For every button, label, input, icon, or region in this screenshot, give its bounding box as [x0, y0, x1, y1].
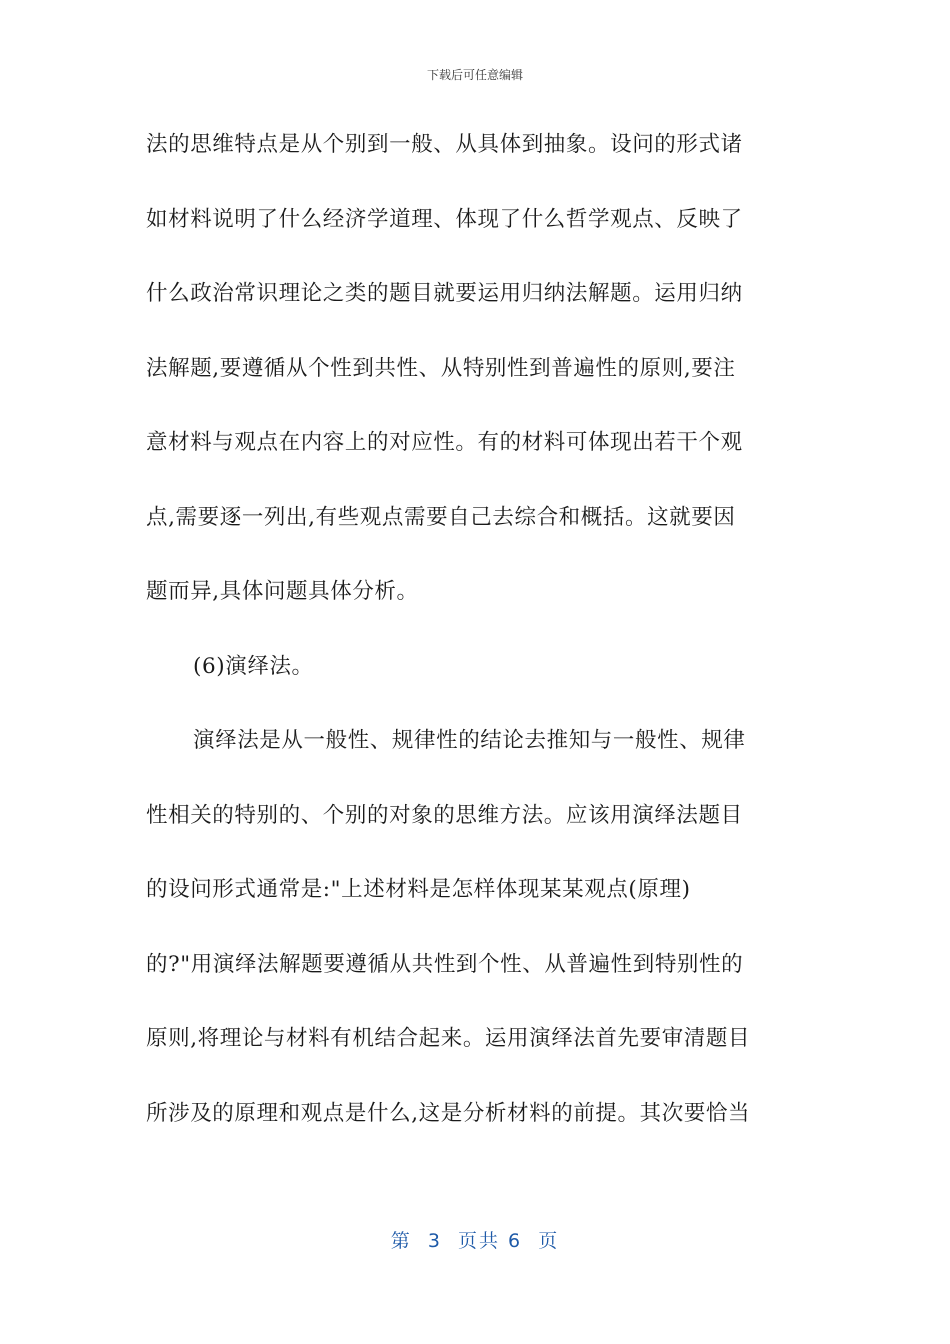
text-line: 如材料说明了什么经济学道理、体现了什么哲学观点、反映了: [146, 206, 743, 232]
text-line: 的设问形式通常是:"上述材料是怎样体现某某观点(原理): [146, 877, 691, 902]
text-line: 性相关的特别的、个别的对象的思维方法。应该用演绎法题目: [146, 802, 743, 828]
text-line: 的?"用演绎法解题要遵循从共性到个性、从普遍性到特别性的: [146, 951, 744, 977]
text-line: 法解题,要遵循从个性到共性、从特别性到普遍性的原则,要注: [146, 355, 736, 381]
text-line: 演绎法是从一般性、规律性的结论去推知与一般性、规律: [193, 728, 746, 753]
text-line: 什么政治常识理论之类的题目就要运用归纳法解题。运用归纳: [146, 281, 743, 306]
text-line: 原则,将理论与材料有机结合起来。运用演绎法首先要审清题目: [146, 1026, 751, 1051]
header-note: 下载后可任意编辑: [426, 68, 523, 82]
body-text: [146, 108, 806, 1151]
text-line: 题而异,具体问题具体分析。: [146, 579, 419, 604]
text-line: 法的思维特点是从个别到一般、从具体到抽象。设问的形式诸: [146, 132, 743, 157]
page-number-label: 第 3 页共 6 页: [390, 1230, 560, 1252]
text-line: 意材料与观点在内容上的对应性。有的材料可体现出若干个观: [146, 430, 743, 455]
section-heading: (6)演绎法。: [193, 653, 314, 679]
text-line: 所涉及的原理和观点是什么,这是分析材料的前提。其次要恰当: [146, 1100, 751, 1126]
text-line: 点,需要逐一列出,有些观点需要自己去综合和概括。这就要因: [146, 504, 736, 530]
page-number-footer: [0, 1226, 950, 1253]
